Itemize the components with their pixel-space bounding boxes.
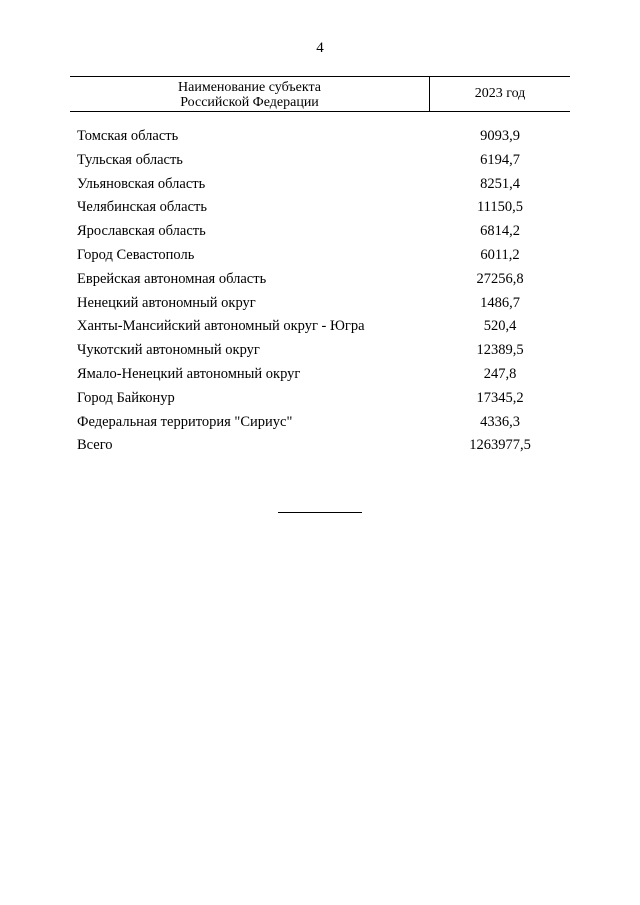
region-value: 4336,3 — [480, 413, 520, 430]
column-header-region — [70, 77, 430, 111]
table-row — [0, 199, 640, 223]
region-value: 1486,7 — [480, 294, 520, 311]
region-name: Ярославская область — [77, 223, 206, 240]
table-row — [0, 414, 640, 438]
total-label: Всего — [77, 437, 113, 454]
region-value: 12389,5 — [476, 342, 524, 359]
table-row — [0, 176, 640, 200]
region-value: 17345,2 — [476, 389, 524, 406]
column-header-region-line1: Наименование субъекта — [178, 80, 321, 95]
column-header-region-line2: Российской Федерации — [180, 95, 319, 110]
region-value: 27256,8 — [476, 270, 524, 287]
table-row — [0, 128, 640, 152]
column-header-year: 2023 год — [474, 86, 526, 101]
page-number: 4 — [316, 40, 324, 56]
region-name: Томская область — [77, 128, 179, 144]
table-body — [0, 128, 640, 461]
region-name: Федеральная территория "Сириус" — [77, 413, 293, 430]
region-value: 8251,4 — [480, 175, 520, 192]
region-name: Чукотский автономный округ — [77, 342, 260, 359]
table-row — [0, 390, 640, 414]
table-row — [0, 295, 640, 319]
table-row — [0, 247, 640, 271]
end-separator-line — [278, 512, 362, 513]
region-name: Челябинская область — [77, 199, 207, 216]
region-name: Ямало-Ненецкий автономный округ — [77, 365, 301, 382]
region-name: Город Севастополь — [77, 246, 195, 263]
region-name: Ульяновская область — [77, 175, 206, 192]
table-header — [70, 76, 570, 112]
table-row — [0, 223, 640, 247]
table-row — [0, 318, 640, 342]
region-value: 11150,5 — [476, 199, 524, 216]
region-name: Ненецкий автономный округ — [77, 294, 256, 311]
region-name: Ханты-Мансийский автономный округ - Югра — [77, 318, 365, 335]
region-value: 9093,9 — [480, 128, 520, 144]
table-row — [0, 271, 640, 295]
region-value: 6814,2 — [480, 223, 520, 240]
region-name: Еврейская автономная область — [77, 270, 267, 287]
region-value: 520,4 — [483, 318, 517, 335]
table-row-total — [0, 437, 640, 461]
region-value: 6011,2 — [480, 246, 520, 263]
region-value: 6194,7 — [480, 151, 520, 168]
region-value: 247,8 — [483, 365, 517, 382]
table-row — [0, 342, 640, 366]
table-row — [0, 366, 640, 390]
table-row — [0, 152, 640, 176]
region-name: Тульская область — [77, 151, 183, 168]
total-value: 1263977,5 — [469, 437, 531, 454]
region-name: Город Байконур — [77, 389, 175, 406]
